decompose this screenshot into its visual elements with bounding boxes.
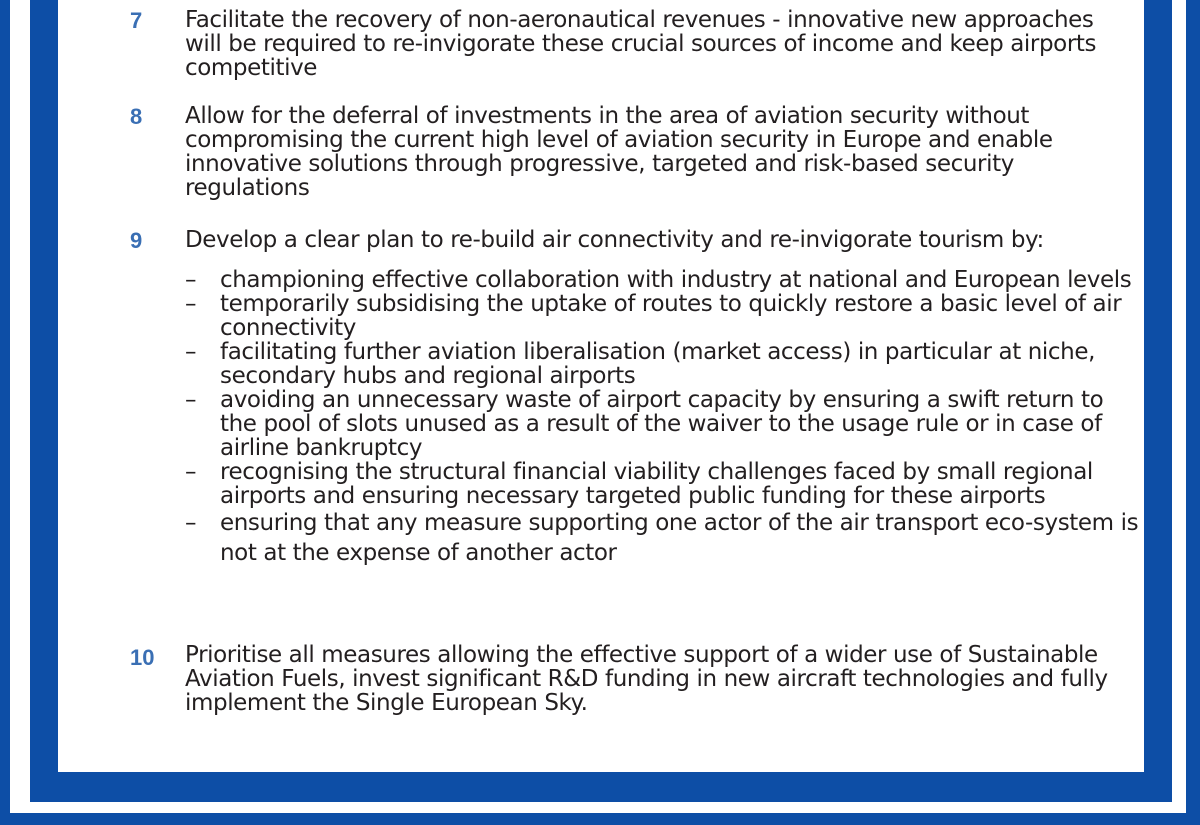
list-item [185, 388, 1145, 460]
item-number: 8 [130, 104, 143, 129]
dash-bullet: – [185, 267, 197, 293]
sub-item-text: temporarily subsidising the uptake of routes to quickly restore a basic level of air connectivity [220, 291, 1122, 341]
item-text: Develop a clear plan to re-build air connectivity and re-invigorate tourism by: [185, 227, 1044, 253]
sub-item-text: ensuring that any measure supporting one actor of the air transport eco-system is not at the expense of another actor [220, 510, 1139, 566]
item-text: Facilitate the recovery of non-aeronautical revenues - innovative new approaches will be required to re-invigorate these crucial sources of income and keep airports competitive [185, 7, 1097, 81]
sub-list [185, 268, 1145, 568]
dash-bullet: – [185, 387, 197, 413]
list-item [185, 268, 1145, 292]
item-text: Allow for the deferral of investments in the area of aviation security without compromising the current high level of aviation security in Europe and enable innovative solutions through progressive, targeted and risk-based security regulations [185, 103, 1053, 201]
item-number: 9 [130, 228, 143, 253]
sub-item-text: recognising the structural financial viability challenges faced by small regional airports and ensuring necessary targeted public funding for these airports [220, 459, 1093, 509]
dash-bullet: – [185, 339, 197, 365]
sub-item-text: avoiding an unnecessary waste of airport capacity by ensuring a swift return to the pool of slots unused as a result of the waiver to the usage rule or in case of airline bankruptcy [220, 387, 1104, 461]
list-item [185, 292, 1145, 340]
dash-bullet: – [185, 291, 197, 317]
list-item [185, 340, 1145, 388]
item-number: 10 [130, 645, 155, 670]
item-text: Prioritise all measures allowing the effective support of a wider use of Sustainable Aviation Fuels, invest significant R&D funding in new aircraft technologies and fully implement the Single European Sky. [185, 642, 1108, 716]
sub-item-text: championing effective collaboration with industry at national and European levels [220, 267, 1132, 293]
list-item [185, 460, 1145, 508]
item-number: 7 [130, 8, 143, 33]
dash-bullet: – [185, 459, 197, 485]
list-item [185, 508, 1145, 568]
dash-bullet: – [185, 510, 197, 536]
sub-item-text: facilitating further aviation liberalisation (market access) in particular at niche, secondary hubs and regional airports [220, 339, 1096, 389]
